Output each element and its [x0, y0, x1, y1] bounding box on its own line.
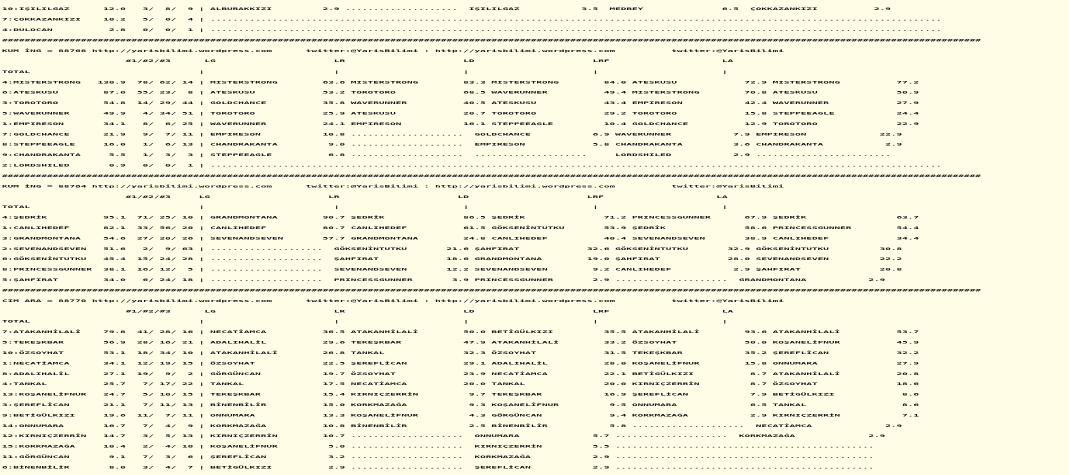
total-header: TOTAL | | | | |: [2, 70, 728, 74]
text-line: 7:ATAKANHİLALİ 79.8 41/ 28/ 16 | NECATİAMCA 36.5 ATAKANHİLALİ 50.0 BETİGÜLKIZI 35.5 ATAKANHİLALİ 93.6 ATAKANHİLALİ 53.7: [2, 330, 919, 335]
text-line: 5:WAVERUNNER 49.9 4/ 34/ 51 | TOROTORO 25.9 ATESKUSU 20.7 TOROTORO 29.2 TOROTORO 15.8 STEPPEEAGLE 24.4: [2, 111, 919, 116]
text-line: 1:NECATİAMCA 34.1 12/ 19/ 15 | ÖZSOYHAT 22.5 ŞEREFLİCAN 29.1 ADALIHALİL 28.0 KOŞANELİFNUR 15.8 ONNUMARA 27.9: [2, 361, 919, 366]
race-header: KUM İNG = 88764 http://yarisbilimi.wordpress.com twitter:@YarisBilimi : http://yarisbilimi.wordpress.com twitter:@YarisBilimi: [2, 184, 784, 189]
total-header: TOTAL | | | | |: [2, 205, 728, 210]
text-line-2: 7:ÇOKKAZANKIZI 10.2 5/ 0/ 4 | ..................................................................................................................................: [2, 18, 942, 22]
text-line: 1:CANLIHEDEF 82.1 33/ 56/ 20 | CANLIHEDEF 80.7 CANLIHEDEF 61.5 GÖKSENİNTUTKU 53.9 ŞEDRİK 58.6 PRINCESSGUNNER 54.4: [2, 226, 919, 230]
text-line-3: 4:DULOCAN 2.8 0/ 0/ 1 | ..................................................................................................................................: [2, 28, 942, 33]
text-line: 10:ÖZSOYHAT 53.1 18/ 34/ 10 | ATAKANHİLALİ 26.8 TANKAL 32.3 ÖZSOYHAT 31.5 TEKEŞKBAR 35.2 ŞEREFLİCAN 32.2: [2, 351, 919, 355]
text-line: 3:ŞEREFLİCAN 21.1 7/ 11/ 13 | BİNENBİLİR 15.0 KORKMAZAĞA 9.3 KOŞANELİFNUR 9.5 ONNUMARA 6.5 TANKAL 8.6: [2, 403, 919, 407]
text-line: 9:BETİGÜLKIZI 19.6 11/ 7/ 11 | ONNUMARA 13.3 KOŞANELİFNUR 4.3 GÖRGÜNCAN 9.4 KORKMAZAĞA 2.9 KIRNIÇZERRİN 7.1: [2, 413, 919, 418]
text-line: 13:KOŞANELİFNUR 24.7 5/ 10/ 15 | TEKEŞKBAR 15.4 KIRNIÇZERRİN 9.7 TEKEŞKBAR 16.9 ŞEREFLİCAN 7.9 BETİGÜLKIZI 8.6: [2, 392, 919, 397]
text-line: 1:EMPIRESON 34.1 8/ 6/ 25 | WAVERUNNER 24.1 EMPIRESON 16.1 STEPPEEAGLE 10.4 GOLDCHANCE 12.9 TOROTORO 22.9: [2, 122, 919, 126]
separator-line: ##############################################################################################################################################################################: [2, 174, 981, 178]
text-line: 4:TANKAL 25.7 7/ 17/ 22 | TANKAL 17.5 NECATİAMCA 20.0 TANKAL 20.0 KIRNIÇZERRİN 8.7 ÖZSOYHAT 18.6: [2, 382, 919, 387]
text-line: 3:TOROTORO 54.8 14/ 29/ 44 | GOLDCHANCE 35.8 WAVERUNNER 40.5 ATESKUSU 43.4 EMPIRESON 42.4 WAVERUNNER 27.9: [2, 101, 919, 105]
text-line: 2:LORDSHILED 0.9 0/ 0/ 1 | ..................................................................................................................................: [2, 163, 942, 168]
column-header: #1/#2/#3 LG LR LD LRF LA: [2, 195, 728, 199]
text-line: 4:ŞEDRİK 95.1 71/ 25/ 10 | GRANDMONTANA 90.7 ŞEDRİK 86.5 ŞEDRİK 71.2 PRINCESSGUNNER 67.9 ŞEDRİK 63.7: [2, 215, 919, 220]
column-header: #1/#2/#3 LG LR LD LRF LA: [2, 309, 734, 314]
separator-line: ##############################################################################################################################################################################: [2, 38, 981, 43]
text-line: 8:PRINCESSGUNNER 38.1 16/ 12/ 5 | .................... SEVENANDSEVEN 12.2 SEVENANDSEVEN 9.2 CANLIHEDEF 2.9 ŞAHFIRAT 20.8: [2, 267, 903, 272]
text-line: 2:SEVENANDSEVEN 51.6 2/ 9/ 63 | .................... GÖKSENİNTUTKU 21.6 ŞAHFIRAT 32.6 GÖKSENİNTUTKU 32.9 GÖKSENİNTUTKU 30.8: [2, 247, 903, 251]
column-header: #1/#2/#3 LG LR LD LRF LA: [2, 59, 734, 64]
text-line: 12:KIRNIÇZERRİN 14.7 3/ 5/ 13 | KIRNIÇZERRİN 10.7 .................... ONNUMARA 5.7 .................... KORKMAZAĞA 2.9: [2, 434, 886, 439]
race-header: CIM ARA = 88770 http://yarisbilimi.wordpress.com twitter:@YarisBilimi : http://yarisbilimi.wordpress.com twitter:@YarisBilimi: [2, 299, 784, 303]
race-header: KUM İNG = 88768 http://yarisbilimi.wordpress.com twitter:@YarisBilimi : http://yarisbilimi.wordpress.com twitter:@YarisBilimi: [2, 49, 784, 53]
text-line: 11:GÖRGÜNCAN 9.1 7/ 3/ 6 | ŞEREFLİCAN 3.2 .................... KORKMAZAĞA 2.9 ..............................................: [2, 455, 874, 460]
text-line: 6:BİNENBİLİR 8.0 3/ 4/ 7 | BETİGÜLKIZI 2.9 .................... ŞEREFLİCAN 2.9 ..............................................: [2, 465, 874, 470]
separator-line: ##############################################################################################################################################################################: [2, 288, 981, 293]
text-line: 8:ADALIHALİL 27.1 19/ 9/ 2 | GÖRGÜNCAN 19.7 ÖZSOYHAT 23.9 NECATİAMCA 22.1 BETİGÜLKIZI 8.7 ATAKANHİLALİ 20.8: [2, 372, 919, 376]
text-line: 7:GOLDCHANCE 21.9 9/ 7/ 11 | EMPIRESON 10.8 .................... GOLDCHANCE 6.9 WAVERUNNER 7.9 EMPIRESON 22.9: [2, 132, 903, 137]
text-line: 9:CHANDRAKANTA 5.5 1/ 3/ 3 | STEPPEEAGLE 6.8 .................... .................... LORDSHILED 2.9 ........................: [2, 153, 891, 158]
text-line: 5:TEKEŞKBAR 56.9 28/ 16/ 21 | ADALIHALİL 29.6 TEKEŞKBAR 47.9 ATAKANHİLALİ 33.2 ÖZSOYHAT 50.0 KOŞANELİFNUR 45.9: [2, 340, 919, 345]
text-line: 14:ONNUMARA 16.7 7/ 4/ 9 | KORKMAZAĞA 10.8 BİNENBİLİR 2.5 BİNENBİLİR 5.8 .................... NECATİAMCA 2.9: [2, 424, 903, 428]
text-line: 15:KORKMAZAĞA 10.4 2/ 4/ 10 | KOŞANELİFNUR 5.0 .................... KIRNIÇZERRİN 5.5 ..............................................: [2, 445, 874, 449]
text-line: 8:STEPPEEAGLE 16.0 1/ 6/ 13 | CHANDRAKANTA 9.0 .................... EMPIRESON 5.8 CHANDRAKANTA 3.6 CHANDRAKANTA 2.9: [2, 143, 903, 147]
text-line: 5:ŞAHFIRAT 34.0 6/ 24/ 18 | .................... PRINCESSGUNNER 3.9 PRINCESSGUNNER 2.9 .................... GRANDMONTANA 2.9: [2, 278, 886, 283]
text-line: 4:MISTERSTRONG 130.9 78/ 62/ 14 | MISTERSTRONG 63.6 MISTERSTRONG 83.3 MISTERSTRONG 84.0 ATESKUSU 72.9 MISTERSTRONG 77.2: [2, 80, 919, 85]
text-line: 6:ATESKUSU 87.0 55/ 23/ 8 | ATESKUSU 53.2 TOROTORO 68.5 WAVERUNNER 49.4 MISTERSTRONG 70.8 ATESKUSU 50.9: [2, 90, 919, 95]
race-stats-sheet: [2, 1, 981, 473]
text-line: 3:GRANDMONTANA 54.6 27/ 20/ 26 | SEVENANDSEVEN 57.7 GRANDMONTANA 24.8 CANLIHEDEF 40.4 SEVENANDSEVEN 38.9 CANLIHEDEF 34.4: [2, 236, 919, 241]
text-line: 6:GÖKSENİNTUTKU 45.4 15/ 24/ 28 | .................... ŞAHFIRAT 18.6 GRANDMONTANA 19.0 ŞAHFIRAT 28.0 SEVENANDSEVEN 22.2: [2, 257, 903, 262]
total-header: TOTAL | | | | |: [2, 320, 728, 324]
text-line-1: 10:IŞILILGAZ 12.0 3/ 8/ 9 | ALBURAKKIZI 2.9 .................... IŞILILGAZ 3.5 MEDBEY 6.5 ÇOKKAZANKIZI 2.9: [2, 7, 891, 12]
